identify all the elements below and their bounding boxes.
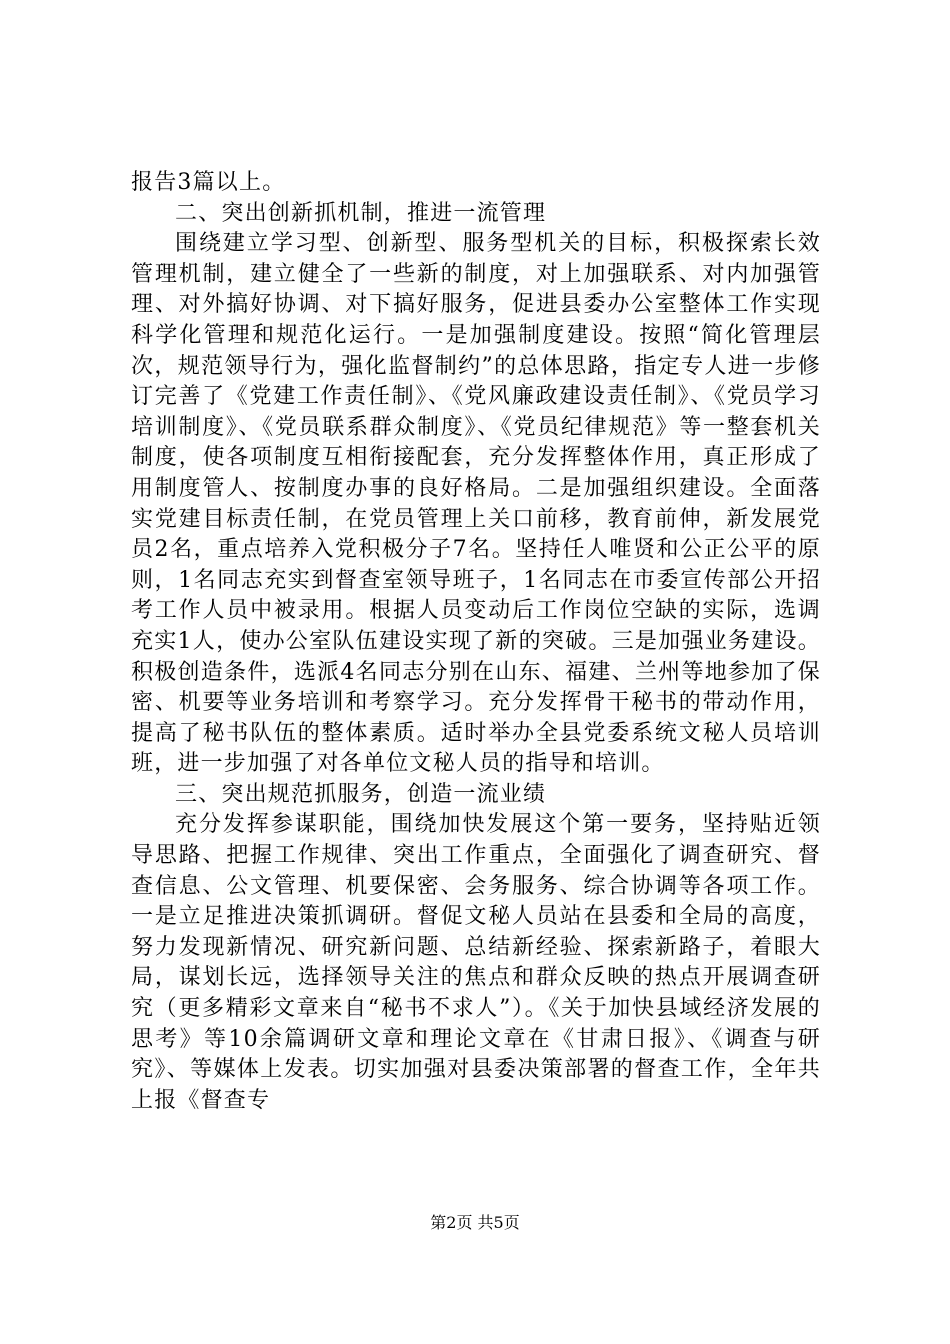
paragraph-service: 充分发挥参谋职能，围绕加快发展这个第一要务，坚持贴近领导思路、把握工作规律、突出工作重点，全面强化了调查研究、督查信息、公文管理、机要保密、会务服务、综合协调等各项工作。一是立足推进决策抓调研。督促文秘人员站在县委和全局的高度，努力发现新情况、研究新问题、总结新经验、探索新路子，着眼大局，谋划长远，选择领导关注的焦点和群众反映的热点开展调查研究（更多精彩文章来自“秘书不求人”）。《关于加快县域经济发展的思考》等10余篇调研文章和理论文章在《甘肃日报》、《调查与研究》、等媒体上发表。切实加强对县委决策部署的督查工作，全年共上报《督查专: [131, 812, 821, 1113]
section-heading-2: 二、突出创新抓机制，推进一流管理: [175, 200, 547, 226]
section-heading-3: 三、突出规范抓服务，创造一流业绩: [175, 781, 547, 807]
page-number-footer: 第2页 共5页: [430, 1213, 520, 1232]
paragraph-continuation: 报告3篇以上。: [131, 170, 286, 195]
document-body: [131, 168, 821, 1116]
paragraph-management: 围绕建立学习型、创新型、服务型机关的目标，积极探索长效管理机制，建立健全了一些新的制度，对上加强联系、对内加强管理、对外搞好协调、对下搞好服务，促进县委办公室整体工作实现科学化管理和规范化运行。一是加强制度建设。按照“简化管理层次，规范领导行为，强化监督制约”的总体思路，指定专人进一步修订完善了《党建工作责任制》、《党风廉政建设责任制》、《党员学习培训制度》、《党员联系群众制度》、《党员纪律规范》等一整套机关制度，使各项制度互相衔接配套，充分发挥整体作用，真正形成了用制度管人、按制度办事的良好格局。二是加强组织建设。全面落实党建目标责任制，在党员管理上关口前移，教育前伸，新发展党员2名，重点培养入党积极分子7名。坚持任人唯贤和公正公平的原则，1名同志充实到督查室领导班子，1名同志在市委宣传部公开招考工作人员中被录用。根据人员变动后工作岗位空缺的实际，选调充实1人，使办公室队伍建设实现了新的突破。三是加强业务建设。积极创造条件，选派4名同志分别在山东、福建、兰州等地参加了保密、机要等业务培训和考察学习。充分发挥骨干秘书的带动作用，提高了秘书队伍的整体素质。适时举办全县党委系统文秘人员培训班，进一步加强了对各单位文秘人员的指导和培训。: [131, 231, 821, 777]
